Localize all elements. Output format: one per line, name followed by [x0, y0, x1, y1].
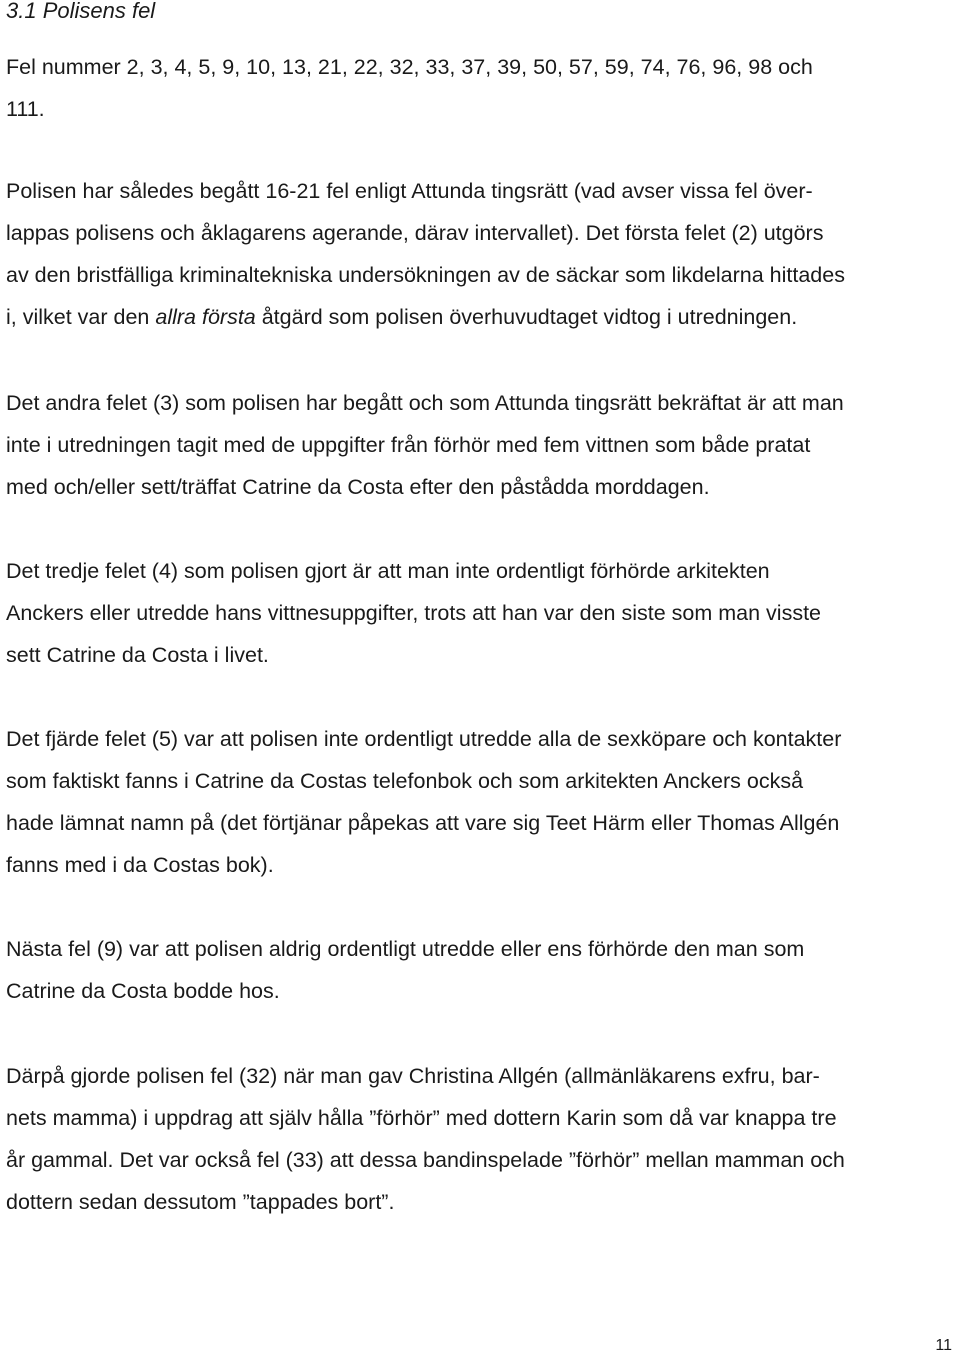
paragraph-line: Polisen har således begått 16-21 fel enligt Attunda tingsrätt (vad avser vissa fel över-	[6, 179, 813, 203]
paragraph-line: Det fjärde felet (5) var att polisen inte ordentligt utredde alla de sexköpare och kontakter	[6, 727, 842, 751]
page-number: 11	[935, 1337, 952, 1354]
paragraph-line: av den bristfälliga kriminaltekniska undersökningen av de säckar som likdelarna hittades	[6, 263, 845, 287]
paragraph-line: Fel nummer 2, 3, 4, 5, 9, 10, 13, 21, 22, 32, 33, 37, 39, 50, 57, 59, 74, 76, 96, 98 och	[6, 55, 813, 79]
paragraph-line: år gammal. Det var också fel (33) att dessa bandinspelade ”förhör” mellan mamman och	[6, 1148, 845, 1172]
paragraph-line: Nästa fel (9) var att polisen aldrig ordentligt utredde eller ens förhörde den man som	[6, 937, 805, 961]
paragraph-line: Anckers eller utredde hans vittnesuppgifter, trots att han var den siste som man visste	[6, 601, 822, 625]
paragraph-line: Det tredje felet (4) som polisen gjort är att man inte ordentligt förhörde arkitekten	[6, 559, 770, 583]
paragraph-third-error	[6, 550, 956, 676]
paragraph-ninth-error	[6, 928, 956, 1012]
paragraph-line: som faktiskt fanns i Catrine da Costas telefonbok och som arkitekten Anckers också	[6, 769, 804, 793]
paragraph-police-errors-summary	[6, 170, 956, 338]
paragraph-line: inte i utredningen tagit med de uppgifter från förhör med fem vittnen som både pratat	[6, 433, 811, 457]
paragraph-line: hade lämnat namn på (det förtjänar påpekas att vare sig Teet Härm eller Thomas Allgén	[6, 811, 840, 835]
text-run: i, vilket var den	[6, 305, 156, 329]
paragraph-line: lappas polisens och åklagarens agerande, därav intervallet). Det första felet (2) utgörs	[6, 221, 824, 245]
paragraph-line: med och/eller sett/träffat Catrine da Costa efter den påstådda morddagen.	[6, 475, 710, 499]
paragraph-line: dottern sedan dessutom ”tappades bort”.	[6, 1190, 395, 1214]
paragraph-line: Därpå gjorde polisen fel (32) när man gav Christina Allgén (allmänläkarens exfru, bar-	[6, 1064, 820, 1088]
paragraph-line	[6, 296, 956, 338]
paragraph-line: nets mamma) i uppdrag att själv hålla ”förhör” med dottern Karin som då var knappa tre	[6, 1106, 837, 1130]
paragraph-second-error	[6, 382, 956, 508]
paragraph-line: fanns med i da Costas bok).	[6, 853, 274, 877]
text-run: åtgärd som polisen överhuvudtaget vidtog i utredningen.	[255, 305, 798, 329]
paragraph-line: Catrine da Costa bodde hos.	[6, 979, 280, 1003]
emphasized-text: allra första	[155, 305, 256, 329]
section-heading: 3.1 Polisens fel	[6, 0, 156, 23]
paragraph-line: Det andra felet (3) som polisen har begått och som Attunda tingsrätt bekräftat är att man	[6, 391, 844, 415]
paragraph-errors-32-33	[6, 1055, 956, 1223]
paragraph-error-list	[6, 46, 956, 130]
paragraph-line: sett Catrine da Costa i livet.	[6, 643, 269, 667]
paragraph-line: 111.	[6, 97, 45, 121]
paragraph-fourth-error	[6, 718, 956, 886]
